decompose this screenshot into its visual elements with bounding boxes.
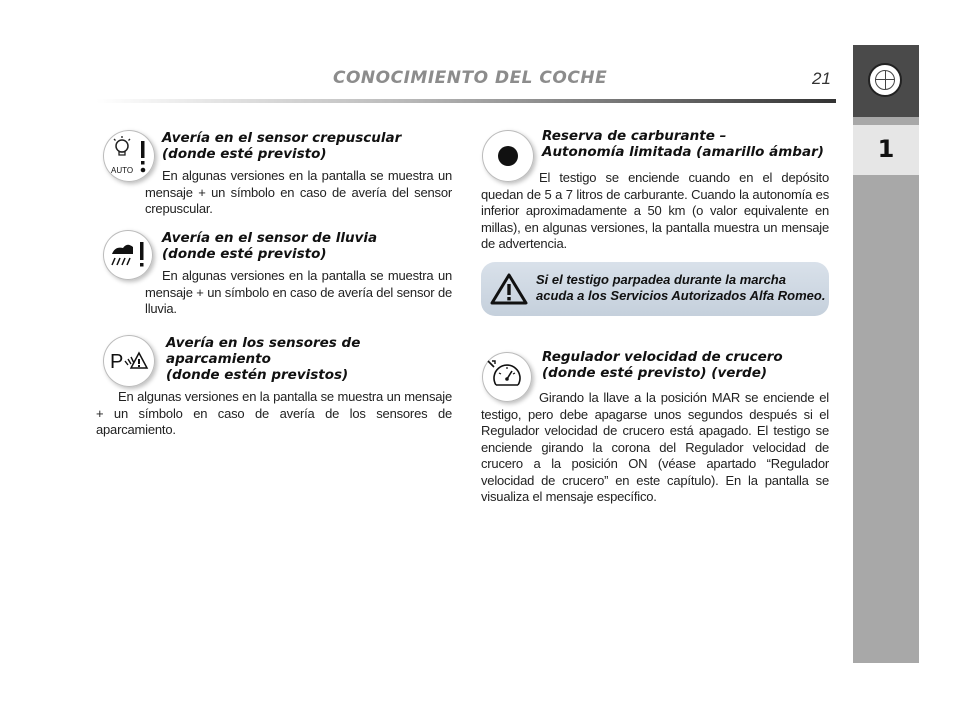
warning-triangle-icon bbox=[489, 272, 529, 306]
cruise-control-heading: Regulador velocidad de crucero (donde esté previsto) (verde) bbox=[542, 349, 783, 381]
chapter-number: 1 bbox=[877, 135, 895, 163]
alfa-romeo-logo-icon bbox=[868, 63, 902, 97]
fuel-reserve-text: El testigo se enciende cuando en el depósito quedan de 5 a 7 litros de carburante. Cuando la autonomía es inferior aproximadamente a 50 km (o valor equivalente en millas), en algunas versiones, la pantalla muestra un mensaje de advertencia. bbox=[481, 170, 829, 251]
chapter-tab[interactable] bbox=[853, 125, 919, 175]
parking-sensor-warning-icon bbox=[103, 335, 155, 387]
cruise-control-text: Girando la llave a la posición MAR se enciende el testigo, pero debe apagarse unos segundos después si el Regulador velocidad de crucero está apagado. El testigo se enciende girando la corona del Regulador velocidad de crucero a la posición ON (véase apartado “Regulador velocidad de crucero” en este capítulo). En la pantalla se visualiza el mensaje específico. bbox=[481, 390, 829, 504]
warning-note-text: Si el testigo parpadea durante la marcha acuda a los Servicios Autorizados Alfa Romeo. bbox=[536, 272, 826, 303]
chapter-sidebar bbox=[853, 45, 919, 663]
rain-sensor-text: En algunas versiones en la pantalla se muestra un mensaje + un símbolo en caso de avería del sensor de lluvia. bbox=[145, 268, 452, 316]
rain-sensor-heading: Avería en el sensor de lluvia (donde esté previsto) bbox=[162, 230, 378, 262]
logo-box bbox=[853, 45, 919, 117]
crepuscular-text: En algunas versiones en la pantalla se muestra un mensaje + un símbolo en caso de avería del sensor crepuscular. bbox=[145, 168, 452, 216]
header-rule bbox=[96, 99, 836, 103]
crepuscular-heading: Avería en el sensor crepuscular (donde esté previsto) bbox=[162, 130, 402, 162]
page-number: 21 bbox=[812, 69, 831, 88]
svg-text:P: P bbox=[110, 351, 124, 373]
warning-note-box bbox=[481, 262, 829, 316]
auto-label: AUTO bbox=[111, 166, 134, 175]
fuel-reserve-heading: Reserva de carburante – Autonomía limitada (amarillo ámbar) bbox=[542, 128, 824, 160]
page-header-title: CONOCIMIENTO DEL COCHE bbox=[333, 68, 608, 88]
parking-sensor-heading: Avería en los sensores de aparcamiento (donde estén previstos) bbox=[166, 335, 361, 383]
parking-sensor-text: En algunas versiones en la pantalla se muestra un mensaje + un símbolo en caso de avería de los sensores de aparcamiento. bbox=[96, 389, 452, 437]
